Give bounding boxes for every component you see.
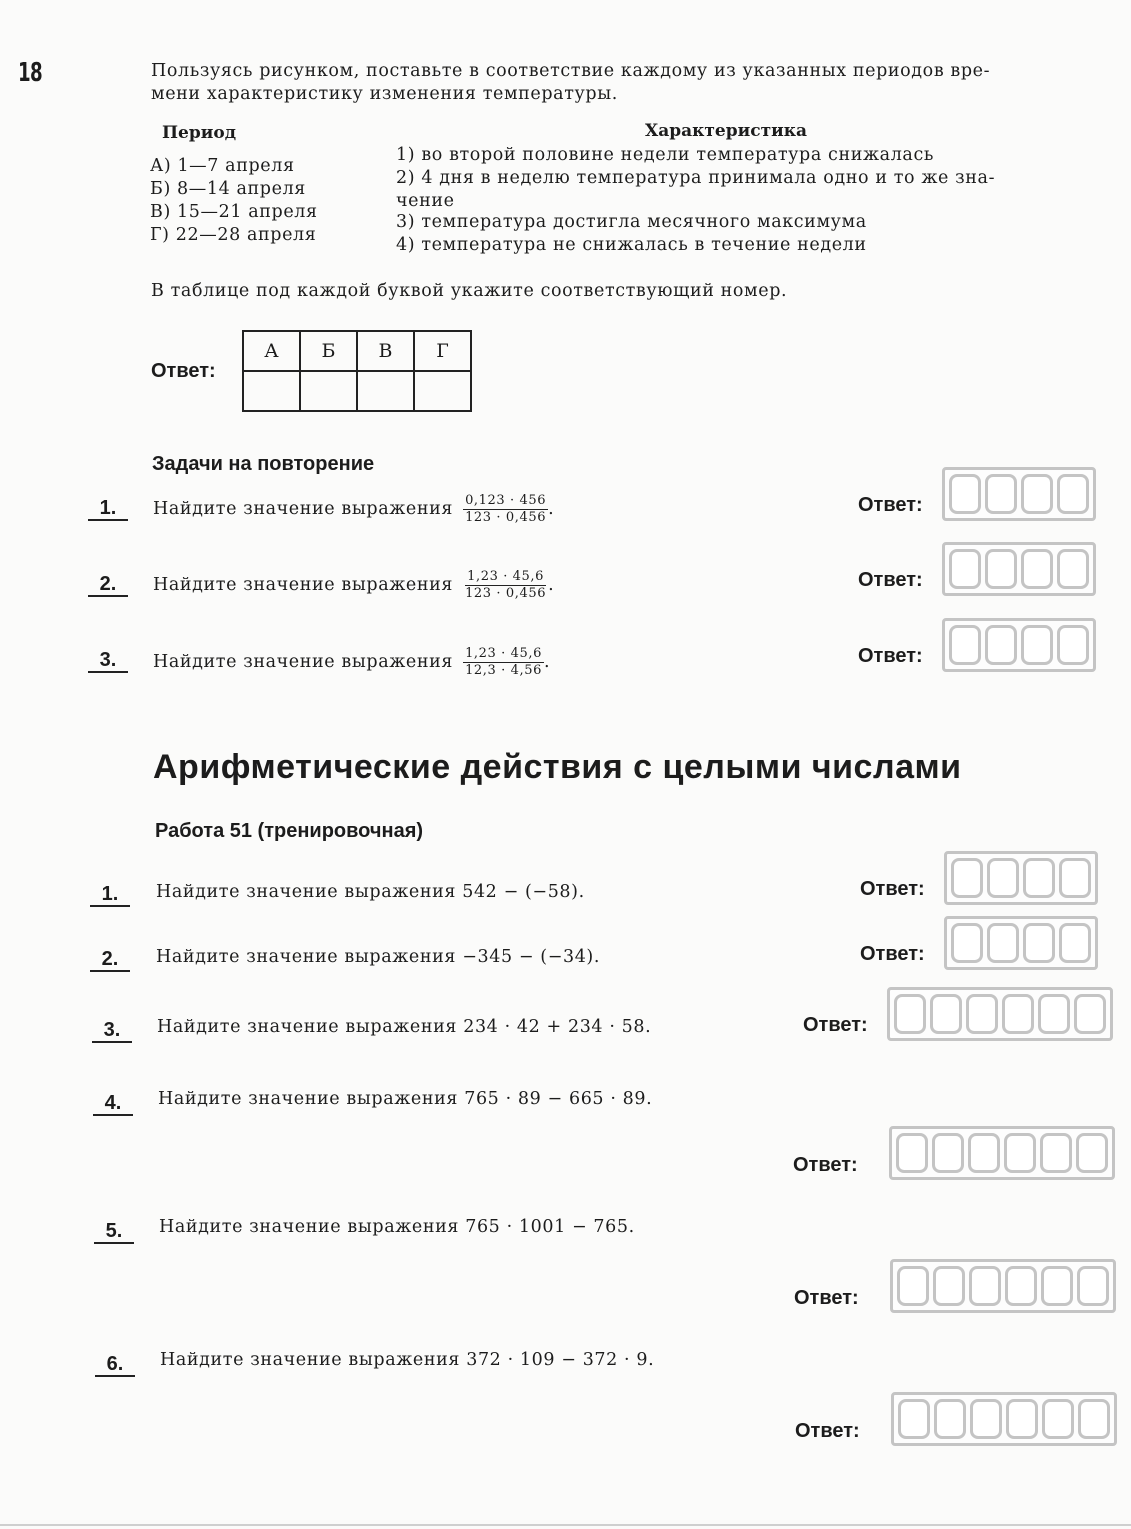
answer-box[interactable] <box>949 474 981 514</box>
work-task-number: 1. <box>90 883 130 907</box>
intro-line-2: мени характеристику изменения температуры. <box>151 84 618 104</box>
period-mark: . <box>548 499 555 519</box>
answer-box[interactable] <box>896 1133 928 1173</box>
review-task-text: Найдите значение выражения <box>153 652 454 672</box>
work-task-number: 6. <box>95 1353 135 1377</box>
answer-boxes[interactable] <box>942 618 1096 672</box>
answer-label: Ответ: <box>793 1154 858 1176</box>
answer-box[interactable] <box>1059 858 1091 898</box>
answer-box[interactable] <box>933 1266 965 1306</box>
answer-label: Ответ: <box>858 645 923 667</box>
work-task-text: Найдите значение выражения 765 · 89 − 665 · 89. <box>158 1089 653 1109</box>
answer-box[interactable] <box>1004 1133 1036 1173</box>
answer-box[interactable] <box>897 1266 929 1306</box>
answer-box[interactable] <box>951 858 983 898</box>
intro-line-1: Пользуясь рисунком, поставьте в соответствие каждому из указанных периодов вре- <box>151 61 991 81</box>
fraction-numerator: 0,123 · 456 <box>465 492 547 508</box>
review-task-text: Найдите значение выражения <box>153 499 454 519</box>
answer-box[interactable] <box>949 625 981 665</box>
answer-label-main: Ответ: <box>151 360 216 382</box>
work-task-text: Найдите значение выражения 542 − (−58). <box>156 882 585 902</box>
answer-table-header-a: А <box>243 331 300 371</box>
answer-boxes[interactable] <box>942 467 1096 521</box>
characteristic-header: Характеристика <box>645 121 808 141</box>
review-task-text: Найдите значение выражения <box>153 575 454 595</box>
answer-label: Ответ: <box>858 494 923 516</box>
period-a: А) 1—7 апреля <box>150 156 295 176</box>
answer-boxes[interactable] <box>942 542 1096 596</box>
period-b: Б) 8—14 апреля <box>150 179 306 199</box>
work-task-text: Найдите значение выражения 372 · 109 − 372 · 9. <box>160 1350 655 1370</box>
answer-box[interactable] <box>1002 994 1034 1034</box>
answer-box[interactable] <box>1078 1399 1110 1439</box>
review-task-1 <box>153 487 554 531</box>
answer-box[interactable] <box>966 994 998 1034</box>
answer-boxes[interactable] <box>889 1126 1115 1180</box>
answer-cell-v[interactable] <box>357 371 414 411</box>
answer-box[interactable] <box>1023 858 1055 898</box>
review-task-number: 2. <box>88 573 128 597</box>
answer-box[interactable] <box>898 1399 930 1439</box>
answer-table-header-b: Б <box>300 331 357 371</box>
work-task-number: 2. <box>90 948 130 972</box>
answer-box[interactable] <box>1021 474 1053 514</box>
answer-box[interactable] <box>987 858 1019 898</box>
answer-box[interactable] <box>932 1133 964 1173</box>
answer-box[interactable] <box>1057 625 1089 665</box>
fraction <box>463 646 544 679</box>
answer-box[interactable] <box>1023 923 1055 963</box>
answer-box[interactable] <box>1006 1399 1038 1439</box>
answer-label: Ответ: <box>860 943 925 965</box>
answer-box[interactable] <box>1059 923 1091 963</box>
section-title: Арифметические действия с целыми числами <box>153 748 962 786</box>
fraction-denominator: 12,3 · 4,56 <box>465 662 542 678</box>
characteristic-1: 1) во второй половине недели температура снижалась <box>396 145 934 165</box>
answer-box[interactable] <box>1021 625 1053 665</box>
answer-box[interactable] <box>970 1399 1002 1439</box>
answer-table-header-v: В <box>357 331 414 371</box>
review-task-3 <box>153 640 550 684</box>
answer-box[interactable] <box>1021 549 1053 589</box>
work-task-number: 3. <box>92 1019 132 1043</box>
review-task-2 <box>153 563 554 607</box>
table-instruction: В таблице под каждой буквой укажите соответствующий номер. <box>151 281 788 301</box>
work-title: Работа 51 (тренировочная) <box>155 820 424 842</box>
answer-label: Ответ: <box>860 878 925 900</box>
answer-boxes[interactable] <box>944 851 1098 905</box>
characteristic-2-cont: чение <box>396 191 455 211</box>
fraction-denominator: 123 · 0,456 <box>465 509 547 525</box>
answer-cell-a[interactable] <box>243 371 300 411</box>
review-section-title: Задачи на повторение <box>152 453 375 475</box>
answer-box[interactable] <box>969 1266 1001 1306</box>
answer-table <box>242 330 472 412</box>
work-task-text: Найдите значение выражения 765 · 1001 − 765. <box>159 1217 635 1237</box>
answer-box[interactable] <box>985 474 1017 514</box>
period-g: Г) 22—28 апреля <box>150 225 317 245</box>
fraction <box>463 493 548 526</box>
work-task-text: Найдите значение выражения −345 − (−34). <box>156 947 601 967</box>
answer-box[interactable] <box>1040 1133 1072 1173</box>
answer-boxes[interactable] <box>891 1392 1117 1446</box>
answer-box[interactable] <box>985 549 1017 589</box>
answer-box[interactable] <box>1077 1266 1109 1306</box>
answer-box[interactable] <box>1074 994 1106 1034</box>
answer-boxes[interactable] <box>944 916 1098 970</box>
answer-label: Ответ: <box>794 1287 859 1309</box>
work-task-number: 5. <box>94 1220 134 1244</box>
work-task-text: Найдите значение выражения 234 · 42 + 234 · 58. <box>157 1017 652 1037</box>
answer-box[interactable] <box>1041 1266 1073 1306</box>
answer-box[interactable] <box>968 1133 1000 1173</box>
characteristic-2: 2) 4 дня в неделю температура принимала одно и то же зна- <box>396 168 996 188</box>
answer-box[interactable] <box>949 549 981 589</box>
work-task-number: 4. <box>93 1092 133 1116</box>
characteristic-3: 3) температура достигла месячного максимума <box>396 212 867 232</box>
period-header: Период <box>162 123 237 143</box>
page-number: 18 <box>18 58 42 88</box>
review-task-number: 3. <box>88 649 128 673</box>
answer-cell-b[interactable] <box>300 371 357 411</box>
review-task-number: 1. <box>88 497 128 521</box>
period-mark: . <box>548 575 555 595</box>
fraction-numerator: 1,23 · 45,6 <box>467 568 545 584</box>
characteristic-4: 4) температура не снижалась в течение недели <box>396 235 867 255</box>
answer-boxes[interactable] <box>887 987 1113 1041</box>
page-bottom-edge <box>0 1524 1131 1526</box>
answer-box[interactable] <box>985 625 1017 665</box>
fraction-numerator: 1,23 · 45,6 <box>465 645 542 661</box>
answer-label: Ответ: <box>795 1420 860 1442</box>
answer-table-header-g: Г <box>414 331 471 371</box>
answer-box[interactable] <box>987 923 1019 963</box>
fraction-denominator: 123 · 0,456 <box>465 585 547 601</box>
period-mark: . <box>543 652 551 672</box>
answer-box[interactable] <box>1038 994 1070 1034</box>
answer-label: Ответ: <box>803 1014 868 1036</box>
answer-box[interactable] <box>1005 1266 1037 1306</box>
period-v: В) 15—21 апреля <box>150 202 318 222</box>
answer-box[interactable] <box>1057 549 1089 589</box>
answer-box[interactable] <box>894 994 926 1034</box>
answer-box[interactable] <box>934 1399 966 1439</box>
fraction <box>463 569 548 602</box>
answer-box[interactable] <box>930 994 962 1034</box>
answer-box[interactable] <box>1042 1399 1074 1439</box>
answer-box[interactable] <box>1076 1133 1108 1173</box>
answer-box[interactable] <box>1057 474 1089 514</box>
answer-cell-g[interactable] <box>414 371 471 411</box>
answer-box[interactable] <box>951 923 983 963</box>
answer-label: Ответ: <box>858 569 923 591</box>
answer-boxes[interactable] <box>890 1259 1116 1313</box>
